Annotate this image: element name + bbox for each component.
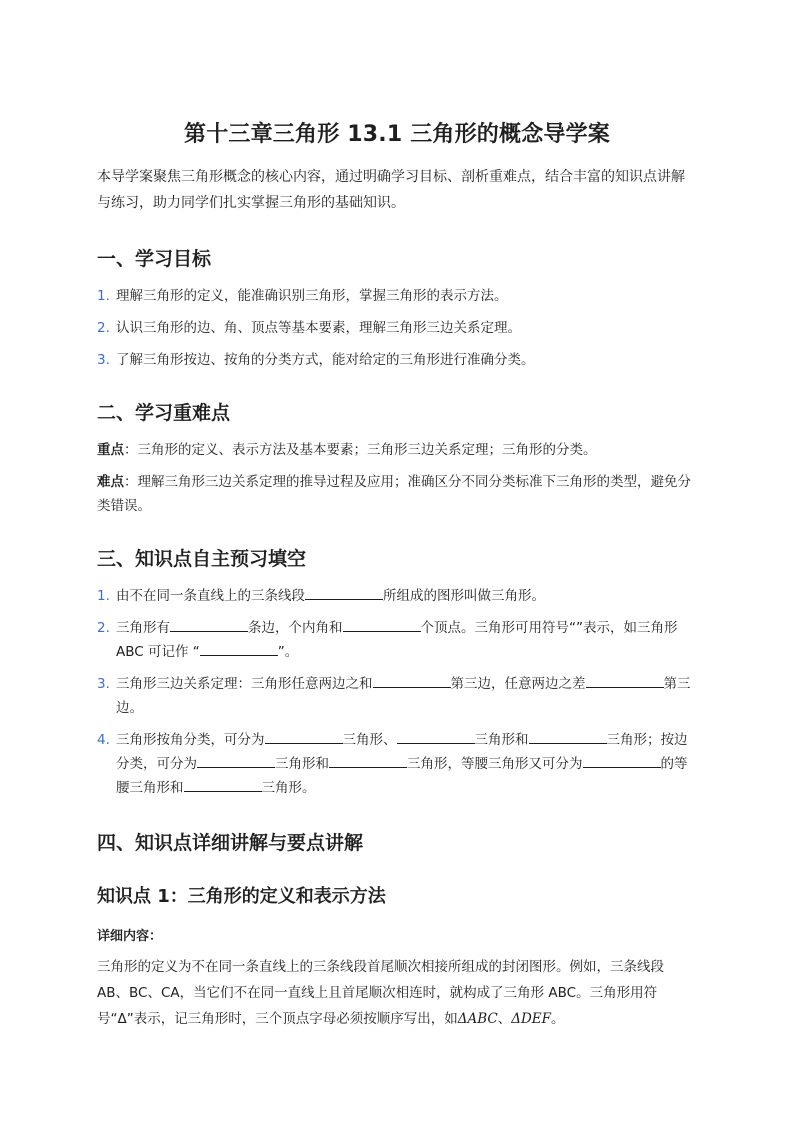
list-item-text: 了解三角形按边、按角的分类方式，能对给定的三角形进行准确分类。: [116, 352, 535, 368]
list-item: [97, 348, 697, 372]
blank-field[interactable]: [529, 729, 607, 744]
list-item: [97, 672, 697, 720]
detail-paragraph: [97, 954, 697, 1032]
question-text: 三角形、: [342, 732, 397, 748]
document-page: [97, 118, 697, 1046]
detail-label: 详细内容：: [97, 929, 163, 944]
list-item: [97, 728, 697, 800]
blank-field[interactable]: [373, 673, 451, 688]
section-heading-fill-blanks: 三、知识点自主预习填空: [97, 548, 307, 570]
question-text: 条边，个内角和: [248, 620, 343, 636]
blank-field[interactable]: [197, 753, 275, 768]
list-number: 1.: [97, 588, 110, 604]
question-text: 三角形按角分类，可分为: [116, 732, 265, 748]
question-text: 三角形和: [275, 756, 329, 772]
difficulty-text: ：理解三角形三边关系定理的推导过程及应用；准确区分不同分类标准下三角形的类型，避免分类错误。: [97, 474, 691, 514]
math-example-abc: ΔABC: [457, 1011, 498, 1027]
question-text: 三角形三边关系定理：三角形任意两边之和: [116, 676, 373, 692]
blank-field[interactable]: [200, 641, 278, 656]
question-text: 三角形；按边分类，可分为: [116, 732, 688, 772]
question-text: 第三边。: [116, 676, 691, 716]
question-text: 三角形有: [116, 620, 170, 636]
fill-blank-list: [97, 584, 697, 800]
section-heading-goals: 一、学习目标: [97, 248, 212, 270]
blank-field[interactable]: [397, 729, 475, 744]
sentence-end: 。: [551, 1011, 565, 1027]
difficulty-paragraph: [97, 470, 697, 518]
math-example-def: ΔDEF: [511, 1011, 552, 1027]
blank-field[interactable]: [329, 753, 407, 768]
list-item: [97, 316, 697, 340]
question-text: 第三边，任意两边之差: [450, 676, 586, 692]
list-number: 2.: [97, 320, 110, 336]
question-text: 所组成的图形叫做三角形。: [383, 588, 545, 604]
intro-paragraph: 本导学案聚焦三角形概念的核心内容，通过明确学习目标、剖析重难点，结合丰富的知识点讲解与练习，助力同学们扎实掌握三角形的基础知识。: [97, 169, 685, 211]
blank-field[interactable]: [265, 729, 343, 744]
list-number: 3.: [97, 676, 110, 692]
section-heading-explanation: 四、知识点详细讲解与要点讲解: [97, 832, 364, 854]
separator: 、: [497, 1011, 512, 1027]
list-item: [97, 584, 697, 608]
blank-field[interactable]: [343, 617, 421, 632]
list-item-text: 认识三角形的边、角、顶点等基本要素，理解三角形三边关系定理。: [116, 320, 521, 336]
blank-field[interactable]: [305, 585, 383, 600]
list-number: 1.: [97, 288, 110, 304]
question-text: 由不在同一条直线上的三条线段: [116, 588, 305, 604]
list-item: [97, 284, 697, 308]
goals-list: [97, 284, 697, 372]
question-text: 的等腰三角形和: [116, 756, 688, 796]
section-heading-key-points: 二、学习重难点: [97, 402, 231, 424]
question-text: 三角形和: [474, 732, 529, 748]
detail-text: 三角形的定义为不在同一条直线上的三条线段首尾顺次相接所组成的封闭图形。例如，三条线段 AB、BC、CA，当它们不在同一直线上且首尾顺次相连时，就构成了三角形 ABC。三角形用符号“Δ”表示，记三角形时，三个顶点字母必须按顺序写出，如: [97, 959, 664, 1027]
list-item-text: 理解三角形的定义，能准确识别三角形，掌握三角形的表示方法。: [116, 288, 508, 304]
question-text: ”。: [277, 644, 299, 660]
list-number: 3.: [97, 352, 110, 368]
knowledge-point-heading: 知识点 1：三角形的定义和表示方法: [97, 886, 386, 907]
question-text: 三角形，等腰三角形又可分为: [407, 756, 583, 772]
list-number: 2.: [97, 620, 110, 636]
key-point-paragraph: [97, 438, 697, 462]
question-text: 个顶点。三角形可用符号“”表示，如三角形 ABC 可记作 “: [116, 620, 678, 660]
blank-field[interactable]: [170, 617, 248, 632]
key-text: ：三角形的定义、表示方法及基本要素；三角形三边关系定理；三角形的分类。: [124, 442, 597, 458]
list-number: 4.: [97, 732, 110, 748]
blank-field[interactable]: [586, 673, 664, 688]
key-label: 重点: [97, 442, 124, 458]
list-item: [97, 616, 697, 664]
blank-field[interactable]: [583, 753, 661, 768]
question-text: 三角形。: [261, 780, 316, 796]
blank-field[interactable]: [184, 777, 262, 792]
difficulty-label: 难点: [97, 474, 124, 490]
page-title: 第十三章三角形 13.1 三角形的概念导学案: [184, 122, 610, 147]
